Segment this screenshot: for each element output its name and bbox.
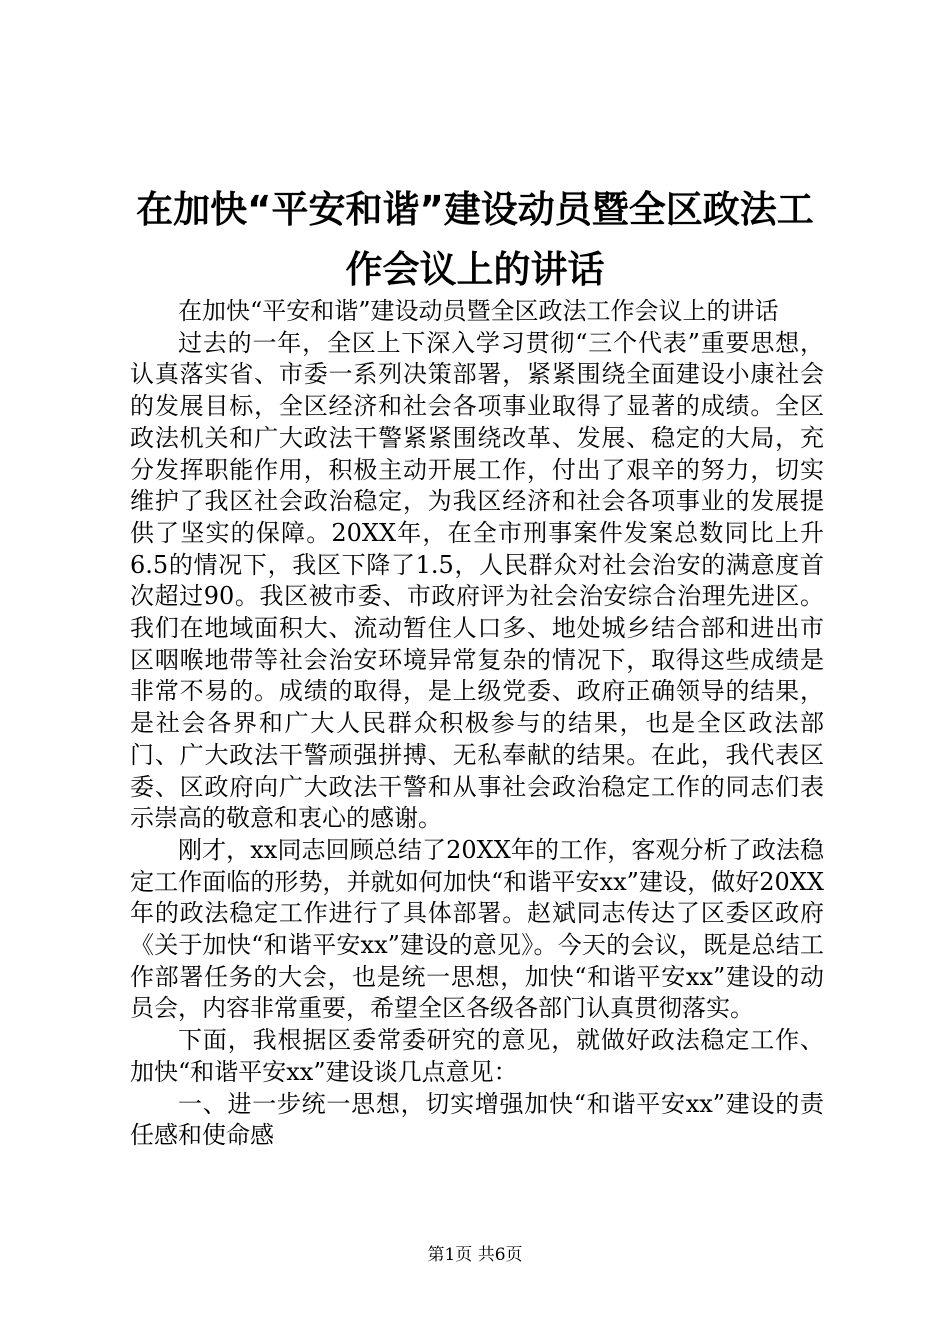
- document-body: [130, 296, 824, 1152]
- page-footer: 第1页 共6页: [427, 1245, 523, 1265]
- paragraph-summary: 刚才，xx同志回顾总结了20XX年的工作，客观分析了政法稳定工作面临的形势，并就如何加快“和谐平安xx”建设，做好20XX年的政法稳定工作进行了具体部署。赵斌同志传达了区委区政府《关于加快“和谐平安xx”建设的意见》。今天的会议，既是总结工作部署任务的大会，也是统一思想，加快“和谐平安xx”建设的动员会，内容非常重要，希望全区各级各部门认真贯彻落实。: [130, 835, 824, 1023]
- paragraph-intro-opinions: 下面，我根据区委常委研究的意见，就做好政法稳定工作、加快“和谐平安xx”建设谈几点意见：: [130, 1026, 824, 1086]
- document-title: 在加快“平安和谐”建设动员暨全区政法工作会议上的讲话: [136, 188, 814, 291]
- paragraph-heading-repeat: 在加快“平安和谐”建设动员暨全区政法工作会议上的讲话: [178, 297, 779, 325]
- paragraph-section-one: 一、进一步统一思想，切实增强加快“和谐平安xx”建设的责任感和使命感: [130, 1089, 824, 1150]
- paragraph-review: 过去的一年，全区上下深入学习贯彻“三个代表”重要思想，认真落实省、市委一系列决策部署，紧紧围绕全面建设小康社会的发展目标，全区经济和社会各项事业取得了显著的成绩。全区政法机关和广大政法干警紧紧围绕改革、发展、稳定的大局，充分发挥职能作用，积极主动开展工作，付出了艰辛的努力，切实维护了我区社会政治稳定，为我区经济和社会各项事业的发展提供了坚实的保障。20XX年，在全市刑事案件发案总数同比上升6.5的情况下，我区下降了1.5，人民群众对社会治安的满意度首次超过90。我区被市委、市政府评为社会治安综合治理先进区。我们在地域面积大、流动暂住人口多、地处城乡结合部和进出市区咽喉地带等社会治安环境异常复杂的情况下，取得这些成绩是非常不易的。成绩的取得，是上级党委、政府正确领导的结果，是社会各界和广大人民群众积极参与的结果，也是全区政法部门、广大政法干警顽强拼搏、无私奉献的结果。在此，我代表区委、区政府向广大政法干警和从事社会政治稳定工作的同志们表示崇高的敬意和衷心的感谢。: [130, 328, 824, 833]
